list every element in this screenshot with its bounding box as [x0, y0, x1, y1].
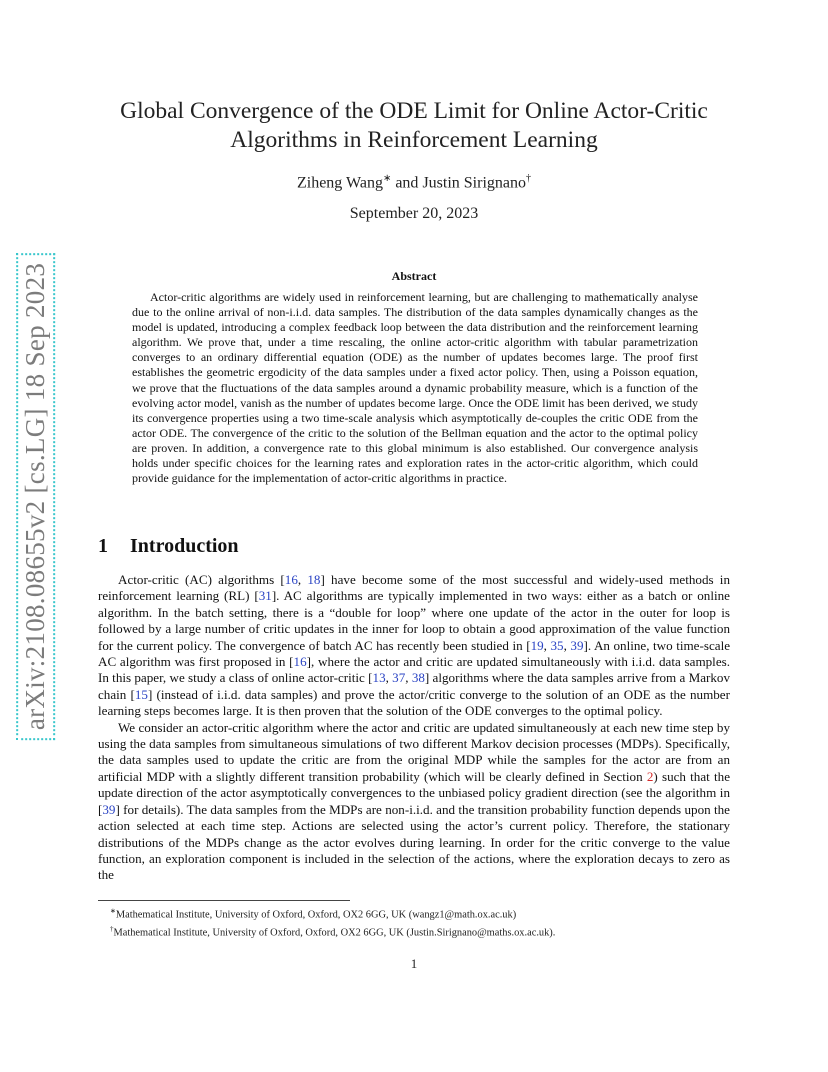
citation-link[interactable]: 39: [570, 637, 584, 653]
text-run: ] algorithms where the data samples arrive from a Markov chain [: [98, 670, 731, 702]
text-run: ] for details). The data samples from the MDPs are non-i.i.d. and the transition probability function depends upon the action selected at each time step. Actions are selected using the actor’s current policy. Therefore, the stationary distributions of the MDPs change as the actor evolves during learning. In order for the critic converge to the value function, an exploration component is included in the selection of the actions, where the exploration decays to zero as the: [98, 801, 730, 883]
text-run: ], where the actor and critic are updated simultaneously with i.i.d. data samples. In this paper, we study a class of online actor-critic [: [98, 654, 730, 686]
citation-link[interactable]: 15: [134, 686, 148, 702]
arxiv-stamp: [16, 257, 56, 735]
citation-link[interactable]: 19: [530, 637, 544, 653]
citation-link[interactable]: 39: [102, 801, 116, 817]
citation-link[interactable]: 31: [258, 588, 272, 604]
footnote-mark[interactable]: †: [526, 173, 531, 184]
citation-link[interactable]: 18: [307, 572, 321, 587]
author-list: [100, 173, 728, 192]
introduction-body: [98, 572, 730, 884]
text-run: ] have become some of the most successful and widely-used methods in reinforcement learning (RL) [: [98, 572, 730, 604]
footnote-divider: [98, 900, 350, 901]
paper-date: September 20, 2023: [349, 205, 479, 222]
paragraph: [98, 572, 730, 720]
section-title: Introduction: [130, 535, 239, 557]
title-line-2: Algorithms in Reinforcement Learning: [230, 127, 598, 153]
section-number: 1: [98, 535, 108, 557]
author-name: Ziheng Wang: [296, 174, 383, 192]
text-run: ]. An online, two time-scale AC algorithm was first proposed in [: [98, 637, 731, 670]
page-number: 1: [410, 956, 418, 971]
footnote-mark: †: [110, 925, 114, 934]
text-run: We consider an actor-critic algorithm where the actor and critic are updated simultaneously at each new time step by using the data samples from simultaneous simulations of two different Markov decision processes (MDPs). Specifically, the data samples used to update the critic are from the original MDP while the samples for the actor are from an artificial MDP with a slightly different transition probability (which will be clearly defined in Section: [98, 719, 730, 784]
footnote: [98, 904, 730, 922]
footnote: [98, 922, 730, 940]
title-line-1: Global Convergence of the ODE Limit for Online Actor-Critic: [120, 98, 708, 124]
footnote-text: Mathematical Institute, University of Oxford, Oxford, OX2 6GG, UK (Justin.Sirignano@maths.ox.ac.uk).: [113, 927, 556, 939]
text-run: ,: [563, 637, 571, 653]
footnote-mark[interactable]: ∗: [382, 173, 392, 184]
section-heading: [98, 535, 738, 558]
citation-link[interactable]: 38: [411, 670, 425, 686]
text-run: ] (instead of i.i.d. data samples) and prove the actor/critic converge to the solution of an ODE as the number learning steps becomes large. It is then proven that the solution of the ODE converges to the optimal policy.: [98, 686, 730, 719]
abstract-heading: Abstract: [391, 269, 437, 283]
citation-link[interactable]: 16: [284, 572, 298, 587]
arxiv-identifier[interactable]: arXiv:2108.08655v2 [cs.LG] 18 Sep 2023: [17, 252, 56, 739]
abstract-text: Actor-critic algorithms are widely used in reinforcement learning, but are challenging to mathematically analyse due to the online arrival of non-i.i.d. data samples. The distribution of the data samples dynamically changes as the model is updated, introducing a complex feedback loop between the data distribution and the reinforcement learning algorithm. We prove that, under a time rescaling, the online actor-critic algorithm with tabular parametrization converges to an ordinary differential equation (ODE) as the number of updates becomes large. The proof first establishes the geometric ergodicity of the data samples under a fixed actor policy. Then, using a Poisson equation, we prove that the fluctuations of the data samples around a dynamic probability measure, which is a function of the evolving actor model, vanish as the number of updates become large. Once the ODE limit has been derived, we study its convergence properties using a two time-scale analysis which asymptotically de-couples the critic ODE from the actor ODE. The convergence of the critic to the solution of the Bellman equation and the actor to the optimal policy are proven. In addition, a convergence rate to this global minimum is also established. Our convergence analysis holds under specific choices for the learning rates and exploration rates in the actor-critic algorithm, which could provide guidance for the implementation of actor-critic algorithms in practice.: [132, 290, 698, 486]
author-separator: and: [391, 174, 423, 192]
text-run: ,: [543, 637, 551, 653]
text-run: Actor-critic (AC) algorithms [: [118, 572, 285, 587]
footnotes: [98, 904, 730, 941]
author-name: Justin Sirignano: [422, 174, 526, 192]
text-run: ,: [385, 670, 393, 686]
text-run: ]. AC algorithms are typically implemented in two ways: either as a batch or online algorithm. In the batch setting, there is a “double for loop” where one update of the actor in the outer for loop is followed by a large number of critic updates in the inner for loop to obtain a good approximation of the value function for the current policy. The convergence of batch AC has recently been studied in [: [98, 588, 730, 653]
citation-link[interactable]: 16: [293, 654, 307, 670]
text-run: ,: [405, 670, 412, 686]
paper-title: [100, 97, 728, 155]
citation-link[interactable]: 37: [392, 670, 406, 686]
section-reference-link[interactable]: 2: [646, 768, 654, 784]
footnote-mark: ∗: [110, 907, 116, 915]
text-run: ,: [297, 572, 308, 587]
citation-link[interactable]: 35: [550, 637, 564, 653]
text-run: ) such that the update direction of the actor asymptotically convergences to the unbiased policy gradient direction (see the algorithm in [: [98, 768, 731, 817]
citation-link[interactable]: 13: [372, 670, 386, 686]
footnote-text: Mathematical Institute, University of Oxford, Oxford, OX2 6GG, UK (wangz1@math.ox.ac.uk): [115, 909, 517, 921]
paragraph: [98, 720, 730, 884]
